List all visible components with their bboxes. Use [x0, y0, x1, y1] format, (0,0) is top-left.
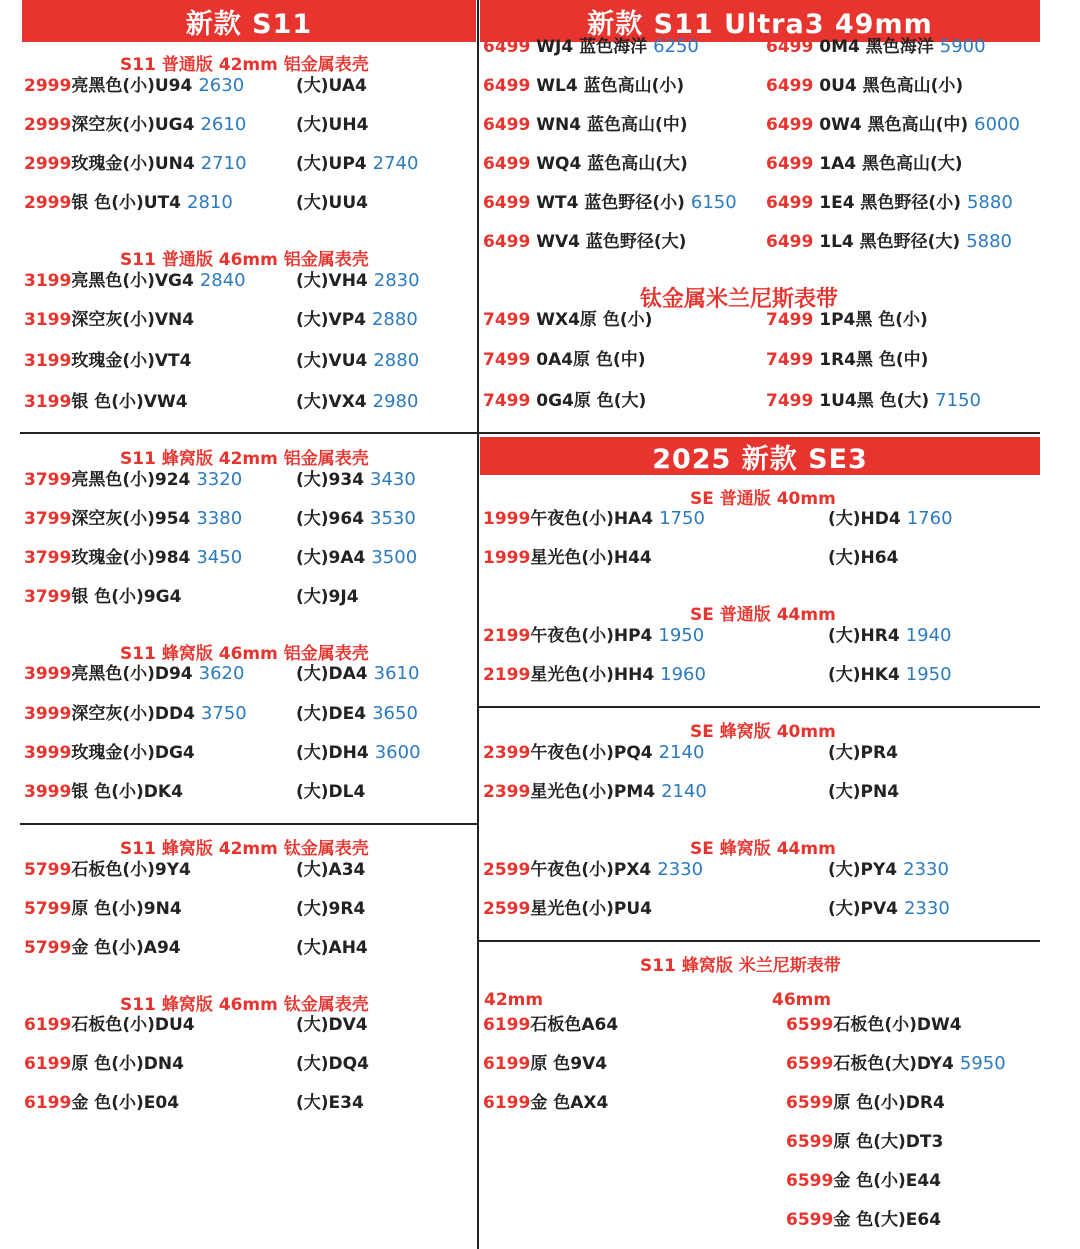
dealer-price: 2630: [198, 75, 245, 96]
dealer-price: 3530: [370, 508, 416, 529]
item-left: [483, 110, 688, 140]
model: 石板色(小)DW4: [833, 1015, 962, 1035]
item-large: [296, 346, 419, 376]
item-small: [24, 504, 242, 534]
model: (大)E34: [296, 1093, 364, 1113]
price: 6499: [766, 232, 814, 252]
price: 6499: [483, 76, 531, 96]
dealer-price: 3450: [196, 547, 243, 568]
milanese-46: [786, 1010, 962, 1040]
model: 星光色(小)PU4: [530, 899, 652, 919]
model: 原 色(小)DR4: [833, 1093, 945, 1113]
item-small: [24, 71, 244, 101]
model: (大)VH4: [296, 271, 368, 291]
dealer-price: 3500: [371, 547, 418, 568]
dealer-price: 2880: [371, 309, 418, 330]
model: 深空灰(小)UG4: [71, 115, 195, 135]
milanese-42: [483, 1010, 618, 1040]
subtitle: SE 普通版 40mm: [690, 489, 836, 509]
model: (大)PR4: [828, 743, 898, 763]
model: 原 色(小)9N4: [71, 899, 182, 919]
price: 6599: [786, 1210, 834, 1230]
item-large: [296, 933, 368, 963]
item-large: [296, 543, 417, 573]
item-right: [766, 227, 1012, 257]
item-right: [828, 543, 898, 573]
item-large: [296, 1088, 364, 1118]
model: 金 色(小)E04: [71, 1093, 180, 1113]
dealer-price: 1950: [905, 664, 952, 685]
model: 石板色(大)DY4: [833, 1054, 954, 1074]
price: 6499: [483, 193, 531, 213]
item-small: [24, 149, 247, 179]
subtitle: S11 蜂窝版 46mm 铝金属表壳: [120, 644, 369, 664]
item-left: [483, 777, 707, 807]
price: 6499: [483, 37, 531, 57]
model: WT4 蓝色野径(小): [530, 193, 685, 213]
item-right: [828, 777, 899, 807]
model: 亮黑色(小)924: [71, 470, 191, 490]
model: (大)DA4: [296, 664, 368, 684]
item-left: [483, 71, 684, 101]
item-large: [296, 188, 368, 218]
dealer-price: 2330: [903, 898, 950, 919]
price: 6599: [786, 1015, 834, 1035]
price: 2399: [483, 743, 531, 763]
model: (大)PY4: [828, 860, 898, 880]
dealer-price: 3600: [374, 742, 421, 763]
dealer-price: 6000: [974, 114, 1020, 135]
item-left: [483, 227, 686, 257]
model: 0M4 黑色海洋: [813, 37, 934, 57]
milanese-46: [786, 1127, 943, 1157]
price: 1999: [483, 509, 531, 529]
model: 深空灰(小)954: [71, 509, 191, 529]
item-large: [296, 465, 416, 495]
price: 7499: [483, 310, 531, 330]
dealer-price: 5900: [939, 36, 986, 57]
dealer-price: 3320: [196, 469, 243, 490]
dealer-price: 5950: [959, 1053, 1006, 1074]
price: 6499: [766, 115, 814, 135]
item-small: [24, 582, 181, 612]
item-left: [483, 386, 646, 416]
item-right: [766, 71, 963, 101]
model: (大)UU4: [296, 193, 368, 213]
item-large: [296, 1010, 368, 1040]
price: 6199: [483, 1054, 531, 1074]
dealer-price: 2840: [199, 270, 246, 291]
price: 3799: [24, 548, 72, 568]
dealer-price: 5880: [966, 192, 1013, 213]
dealer-price: 1940: [905, 625, 952, 646]
subtitle: SE 蜂窝版 40mm: [690, 722, 836, 742]
model: 0U4 黑色高山(小): [813, 76, 964, 96]
price: 5799: [24, 860, 72, 880]
dealer-price: 2810: [187, 192, 233, 213]
price: 2999: [24, 76, 72, 96]
item-right: [828, 621, 952, 651]
price: 7499: [766, 350, 814, 370]
dealer-price: 3750: [200, 703, 247, 724]
model: 金 色(小)E44: [833, 1171, 942, 1191]
price: 2599: [483, 899, 531, 919]
item-small: [24, 1088, 179, 1118]
item-small: [24, 346, 191, 376]
price: 6199: [24, 1093, 72, 1113]
dealer-price: 2610: [200, 114, 247, 135]
model: WQ4 蓝色高山(大): [530, 154, 688, 174]
price: 6499: [766, 154, 814, 174]
item-left: [483, 32, 699, 62]
item-large: [296, 110, 368, 140]
item-right: [766, 305, 928, 335]
item-large: [296, 659, 419, 689]
model: (大)PV4: [828, 899, 898, 919]
price: 3799: [24, 587, 72, 607]
item-small: [24, 855, 191, 885]
item-left: [483, 504, 705, 534]
item-left: [483, 621, 704, 651]
model: 玫瑰金(小)UN4: [71, 154, 195, 174]
item-large: [296, 1049, 369, 1079]
price: 6499: [766, 76, 814, 96]
item-left: [483, 149, 688, 179]
dealer-price: 1760: [906, 508, 953, 529]
dealer-price: 2980: [372, 391, 419, 412]
model: 亮黑色(小)VG4: [71, 271, 194, 291]
model: (大)HR4: [828, 626, 900, 646]
model: 星光色(小)HH4: [530, 665, 655, 685]
model: (大)964: [296, 509, 365, 529]
model: WV4 蓝色野径(大): [530, 232, 687, 252]
item-right: [766, 149, 963, 179]
subtitle: S11 蜂窝版 米兰尼斯表带: [640, 956, 841, 976]
price: 6599: [786, 1171, 834, 1191]
left-divider-2: [20, 823, 478, 825]
price: 6199: [24, 1015, 72, 1035]
milanese-46: [786, 1049, 1006, 1079]
price: 1999: [483, 548, 531, 568]
model: (大)H64: [828, 548, 899, 568]
model: WJ4 蓝色海洋: [530, 37, 648, 57]
subtitle: S11 蜂窝版 42mm 铝金属表壳: [120, 449, 369, 469]
model: 1U4黑 色(大): [813, 391, 930, 411]
item-small: [24, 305, 194, 335]
model: 0G4原 色(大): [530, 391, 647, 411]
item-left: [483, 345, 646, 375]
item-left: [483, 894, 652, 924]
subtitle: SE 普通版 44mm: [690, 605, 836, 625]
price: 3199: [24, 310, 72, 330]
model: 亮黑色(小)U94: [71, 76, 193, 96]
price: 2399: [483, 782, 531, 802]
model: (大)DE4: [296, 704, 367, 724]
price: 6499: [483, 154, 531, 174]
model: (大)HD4: [828, 509, 901, 529]
dealer-price: 2330: [903, 859, 949, 880]
price: 6499: [483, 232, 531, 252]
model: 银 色(小)9G4: [71, 587, 182, 607]
column-divider: [477, 0, 479, 1249]
price: 6499: [483, 115, 531, 135]
model: 石板色(小)DU4: [71, 1015, 195, 1035]
model: 1P4黑 色(小): [813, 310, 928, 330]
model: 金 色(大)E64: [833, 1210, 942, 1230]
item-small: [24, 894, 182, 924]
model: 午夜色(小)PQ4: [530, 743, 653, 763]
model: (大)DV4: [296, 1015, 368, 1035]
price: 3999: [24, 743, 72, 763]
milanese-42: [483, 1088, 608, 1118]
model: 银 色(小)UT4: [71, 193, 182, 213]
price: 3199: [24, 392, 72, 412]
model: 深空灰(小)DD4: [71, 704, 195, 724]
model: (大)VX4: [296, 392, 367, 412]
model: 0W4 黑色高山(中): [813, 115, 969, 135]
model: 原 色(大)DT3: [833, 1132, 944, 1152]
model: 玫瑰金(小)VT4: [71, 351, 192, 371]
price: 3199: [24, 271, 72, 291]
model: (大)9J4: [296, 587, 359, 607]
item-right: [828, 894, 950, 924]
price: 6499: [766, 37, 814, 57]
model: (大)UA4: [296, 76, 367, 96]
dealer-price: 1960: [660, 664, 706, 685]
dealer-price: 2140: [658, 742, 705, 763]
item-small: [24, 465, 242, 495]
dealer-price: 6250: [653, 36, 699, 57]
price: 7499: [483, 391, 531, 411]
subtitle-milanese-titanium: 钛金属米兰尼斯表带: [640, 287, 839, 312]
header-se3: 2025 新款 SE3: [480, 437, 1040, 475]
milanese-46: [786, 1166, 941, 1196]
dealer-price: 2740: [372, 153, 419, 174]
model: WX4原 色(小): [530, 310, 653, 330]
item-right: [828, 738, 898, 768]
model: 1E4 黑色野径(小): [813, 193, 961, 213]
item-right: [828, 660, 952, 690]
item-left: [483, 543, 652, 573]
dealer-price: 2880: [373, 350, 420, 371]
price: 7499: [483, 350, 531, 370]
item-small: [24, 266, 246, 296]
item-large: [296, 699, 418, 729]
model: 金 色AX4: [530, 1093, 609, 1113]
model: 银 色(小)DK4: [71, 782, 183, 802]
item-right: [828, 504, 953, 534]
price: 2999: [24, 115, 72, 135]
item-large: [296, 504, 416, 534]
model: 1L4 黑色野径(大): [813, 232, 961, 252]
header-s11-ultra3: 新款 S11 Ultra3 49mm: [480, 0, 1040, 42]
model: 0A4原 色(中): [530, 350, 646, 370]
model: 午夜色(小)HA4: [530, 509, 654, 529]
item-small: [24, 1049, 184, 1079]
model: 石板色A64: [530, 1015, 619, 1035]
milanese-46: [786, 1088, 945, 1118]
model: WN4 蓝色高山(中): [530, 115, 688, 135]
dealer-price: 3610: [373, 663, 420, 684]
model: 1R4黑 色(中): [813, 350, 929, 370]
model: 午夜色(小)HP4: [530, 626, 653, 646]
model: 星光色(小)PM4: [530, 782, 656, 802]
item-large: [296, 777, 365, 807]
item-right: [766, 32, 986, 62]
model: 原 色(小)DN4: [71, 1054, 184, 1074]
item-large: [296, 149, 418, 179]
item-right: [766, 386, 981, 416]
price: 6199: [483, 1015, 531, 1035]
model: (大)DH4: [296, 743, 369, 763]
item-large: [296, 738, 421, 768]
model: 玫瑰金(小)984: [71, 548, 191, 568]
milanese-42: [483, 1049, 607, 1079]
item-small: [24, 110, 246, 140]
model: (大)UH4: [296, 115, 369, 135]
price: 2199: [483, 665, 531, 685]
model: (大)VU4: [296, 351, 368, 371]
model: WL4 蓝色高山(小): [530, 76, 685, 96]
item-left: [483, 660, 706, 690]
dealer-price: 2830: [373, 270, 420, 291]
subtitle: S11 蜂窝版 42mm 钛金属表壳: [120, 839, 369, 859]
price: 2999: [24, 193, 72, 213]
price: 3999: [24, 664, 72, 684]
model: (大)UP4: [296, 154, 367, 174]
model: (大)VP4: [296, 310, 366, 330]
price: 2199: [483, 626, 531, 646]
model: (大)934: [296, 470, 365, 490]
item-small: [24, 1010, 195, 1040]
item-right: [766, 110, 1020, 140]
price: 6499: [766, 193, 814, 213]
price: 3799: [24, 509, 72, 529]
price: 2999: [24, 154, 72, 174]
dealer-price: 2710: [200, 153, 247, 174]
right-divider-1: [478, 432, 1040, 434]
price: 7499: [766, 310, 814, 330]
item-small: [24, 188, 233, 218]
subtitle: S11 蜂窝版 46mm 钛金属表壳: [120, 995, 369, 1015]
left-divider-1: [20, 432, 478, 434]
item-small: [24, 699, 247, 729]
price: 2599: [483, 860, 531, 880]
label-46mm: 46mm: [772, 990, 832, 1010]
right-divider-2: [478, 706, 1040, 708]
item-large: [296, 71, 367, 101]
price: 3799: [24, 470, 72, 490]
model: (大)HK4: [828, 665, 900, 685]
dealer-price: 1950: [658, 625, 705, 646]
model: (大)9A4: [296, 548, 366, 568]
dealer-price: 3650: [372, 703, 418, 724]
item-right: [766, 345, 928, 375]
item-large: [296, 305, 418, 335]
item-small: [24, 738, 195, 768]
model: (大)DQ4: [296, 1054, 369, 1074]
price: 6599: [786, 1054, 834, 1074]
item-large: [296, 855, 365, 885]
model: 银 色(小)VW4: [71, 392, 188, 412]
model: (大)9R4: [296, 899, 366, 919]
dealer-price: 7150: [935, 390, 981, 411]
subtitle: SE 蜂窝版 44mm: [690, 839, 836, 859]
dealer-price: 3620: [198, 663, 245, 684]
model: 1A4 黑色高山(大): [813, 154, 963, 174]
subtitle: S11 普通版 42mm 铝金属表壳: [120, 55, 369, 75]
item-right: [766, 188, 1013, 218]
subtitle: S11 普通版 46mm 铝金属表壳: [120, 250, 369, 270]
dealer-price: 5880: [966, 231, 1013, 252]
item-large: [296, 387, 418, 417]
model: 原 色9V4: [530, 1054, 608, 1074]
dealer-price: 6150: [690, 192, 737, 213]
item-large: [296, 266, 420, 296]
price: 3199: [24, 351, 72, 371]
item-small: [24, 543, 242, 573]
model: 石板色(小)9Y4: [71, 860, 191, 880]
model: 星光色(小)H44: [530, 548, 652, 568]
price: 5799: [24, 938, 72, 958]
dealer-price: 2140: [661, 781, 707, 802]
model: (大)PN4: [828, 782, 900, 802]
model: (大)A34: [296, 860, 366, 880]
item-large: [296, 894, 365, 924]
model: 亮黑色(小)D94: [71, 664, 193, 684]
price: 5799: [24, 899, 72, 919]
model: (大)DL4: [296, 782, 366, 802]
header-s11: 新款 S11: [22, 0, 476, 42]
item-right: [828, 855, 949, 885]
item-small: [24, 387, 188, 417]
model: (大)AH4: [296, 938, 368, 958]
label-42mm: 42mm: [484, 990, 544, 1010]
price: 7499: [766, 391, 814, 411]
dealer-price: 3430: [370, 469, 416, 490]
item-small: [24, 933, 181, 963]
item-small: [24, 659, 244, 689]
price: 6599: [786, 1132, 834, 1152]
item-left: [483, 188, 737, 218]
dealer-price: 1750: [659, 508, 705, 529]
price: 6199: [483, 1093, 531, 1113]
item-left: [483, 738, 704, 768]
price: 6599: [786, 1093, 834, 1113]
item-left: [483, 305, 652, 335]
price: 6199: [24, 1054, 72, 1074]
price: 3999: [24, 704, 72, 724]
item-left: [483, 855, 703, 885]
model: 金 色(小)A94: [71, 938, 181, 958]
model: 玫瑰金(小)DG4: [71, 743, 195, 763]
dealer-price: 3380: [196, 508, 243, 529]
model: 深空灰(小)VN4: [71, 310, 195, 330]
dealer-price: 2330: [657, 859, 704, 880]
model: 午夜色(小)PX4: [530, 860, 652, 880]
price: 3999: [24, 782, 72, 802]
right-divider-3: [478, 940, 1040, 942]
milanese-46: [786, 1205, 941, 1235]
item-small: [24, 777, 183, 807]
item-large: [296, 582, 359, 612]
